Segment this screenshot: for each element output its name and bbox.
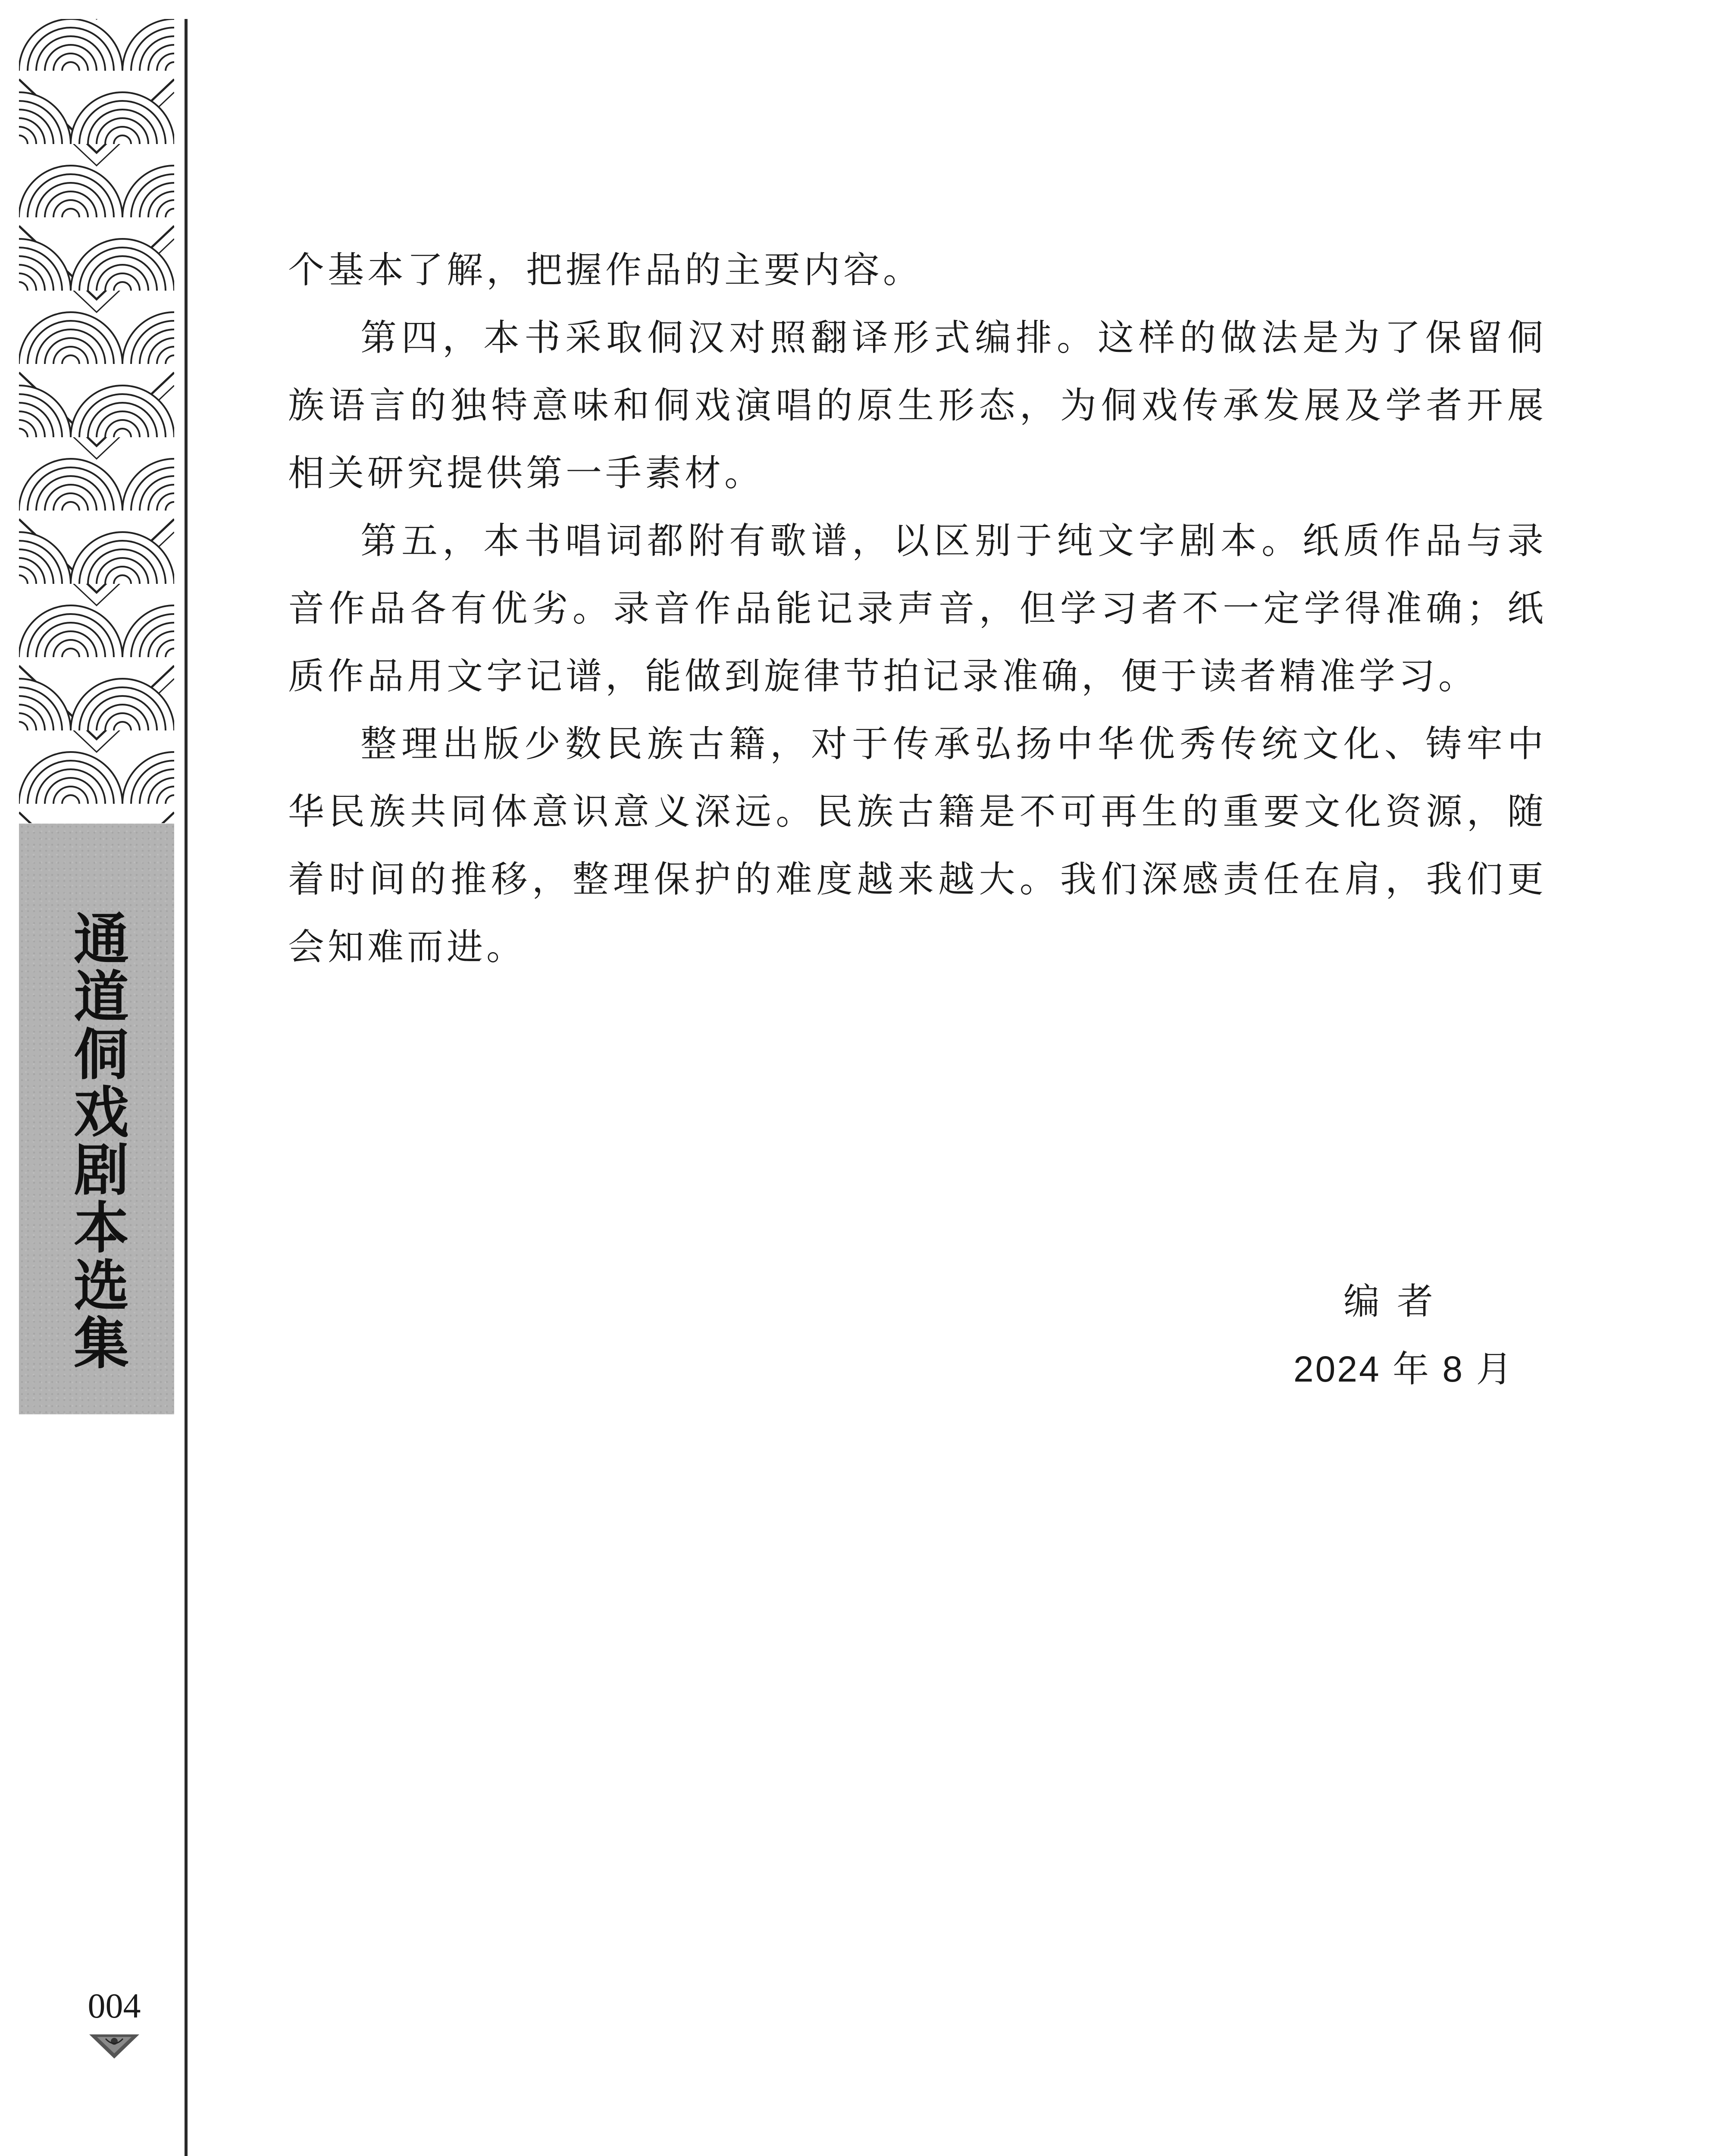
book-title-band <box>19 824 174 1414</box>
signature-block <box>1293 1268 1552 1403</box>
paragraph-2: 第四，本书采取侗汉对照翻译形式编排。这样的做法是为了保留侗族语言的独特意味和侗戏演唱的原生形态，为侗戏传承发展及学者开展相关研究提供第一手素材。 <box>288 317 1547 494</box>
page-number: 004 <box>88 1986 141 2025</box>
paragraph-3: 第五，本书唱词都附有歌谱，以区别于纯文字剧本。纸质作品与录音作品各有优劣。录音作品能记录声音，但学习者不一定学得准确；纸质作品用文字记谱，能做到旋律节拍记录准确，便于读者精准学习。 <box>288 520 1547 697</box>
decorative-pattern-strip <box>19 19 174 823</box>
paragraph-1: 个基本了解，把握作品的主要内容。 <box>288 249 923 291</box>
page-number-ornament-icon <box>88 2031 140 2063</box>
signature-editor: 编者 <box>1343 1280 1451 1322</box>
book-title: 通道侗戏剧本选集 <box>64 910 129 1372</box>
cloud-pattern-icon <box>19 19 174 823</box>
body-text <box>288 236 1547 981</box>
signature-date: 2024 年 8 月 <box>1293 1349 1514 1389</box>
margin-rule <box>185 19 188 2156</box>
paragraph-4: 整理出版少数民族古籍，对于传承弘扬中华优秀传统文化、铸牢中华民族共同体意识意义深远。民族古籍是不可再生的重要文化资源，随着时间的推移，整理保护的难度越来越大。我们深感责任在肩，我们更会知难而进。 <box>288 723 1547 968</box>
